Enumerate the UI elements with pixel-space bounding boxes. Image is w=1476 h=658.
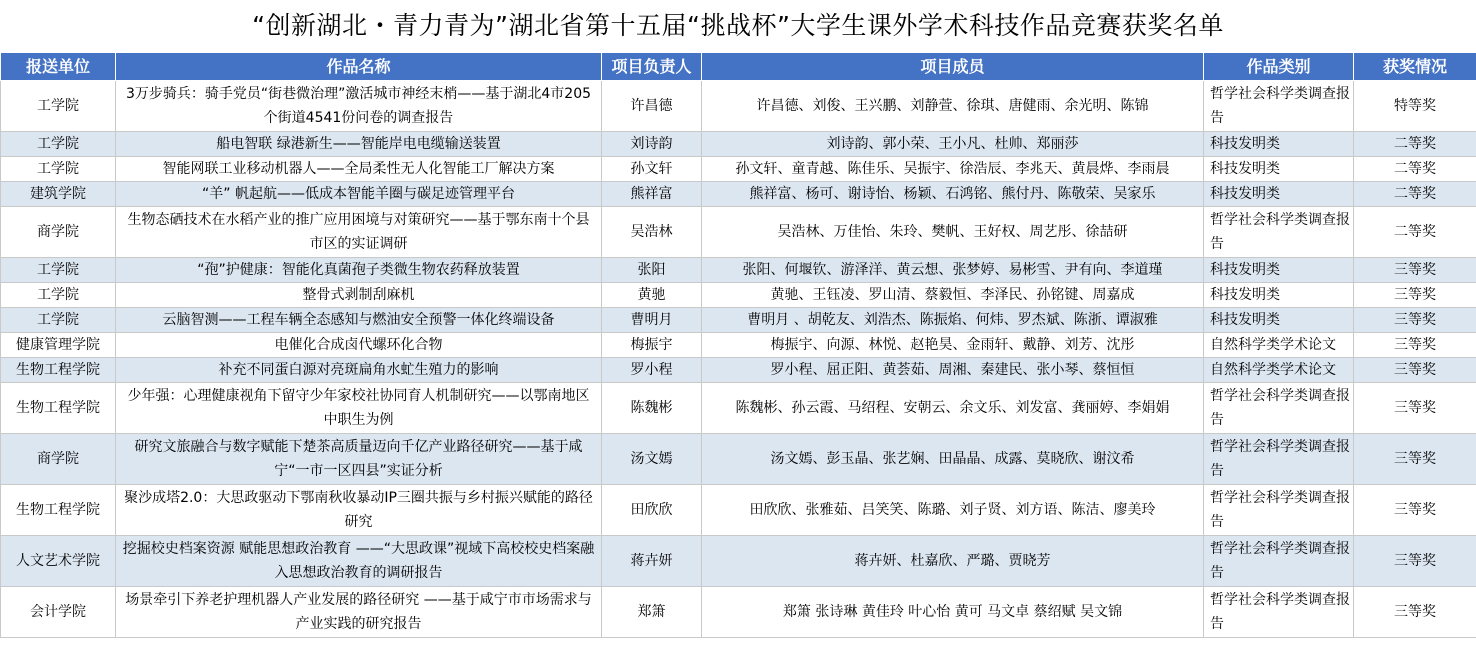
cell-unit: 会计学院 (1, 587, 116, 638)
table-row (1, 383, 1476, 434)
cell-award: 三等奖 (1354, 258, 1476, 283)
cell-members: 许昌德、刘俊、王兴鹏、刘静萱、徐琪、唐健雨、余光明、陈锦 (702, 81, 1204, 132)
cell-category: 哲学社会科学类调查报告 (1204, 536, 1354, 587)
cell-category: 科技发明类 (1204, 157, 1354, 182)
cell-leader: 黄驰 (602, 283, 702, 308)
cell-work: 智能网联工业移动机器人——全局柔性无人化智能工厂解决方案 (116, 157, 602, 182)
cell-work: 生物态硒技术在水稻产业的推广应用困境与对策研究——基于鄂东南十个县市区的实证调研 (116, 207, 602, 258)
cell-members: 郑箫 张诗琳 黄佳玲 叶心怡 黄可 马文卓 蔡绍赋 吴文锦 (702, 587, 1204, 638)
cell-unit: 商学院 (1, 434, 116, 485)
cell-members: 张阳、何堰钦、游泽洋、黄云想、张梦婷、易彬雪、尹有向、李道瑾 (702, 258, 1204, 283)
cell-category: 哲学社会科学类调查报告 (1204, 587, 1354, 638)
cell-unit: 生物工程学院 (1, 383, 116, 434)
cell-leader: 刘诗韵 (602, 132, 702, 157)
cell-leader: 许昌德 (602, 81, 702, 132)
cell-award: 特等奖 (1354, 81, 1476, 132)
cell-category: 哲学社会科学类调查报告 (1204, 434, 1354, 485)
cell-category: 科技发明类 (1204, 132, 1354, 157)
cell-award: 三等奖 (1354, 308, 1476, 333)
cell-category: 哲学社会科学类调查报告 (1204, 383, 1354, 434)
cell-unit: 工学院 (1, 81, 116, 132)
cell-leader: 吴浩林 (602, 207, 702, 258)
cell-members: 田欣欣、张雅茹、吕笑笑、陈璐、刘子贤、刘方语、陈洁、廖美玲 (702, 485, 1204, 536)
cell-unit: 工学院 (1, 308, 116, 333)
award-table (0, 52, 1476, 638)
cell-leader: 郑箫 (602, 587, 702, 638)
cell-category: 科技发明类 (1204, 258, 1354, 283)
table-row (1, 333, 1476, 358)
cell-unit: 健康管理学院 (1, 333, 116, 358)
cell-unit: 工学院 (1, 258, 116, 283)
cell-category: 哲学社会科学类调查报告 (1204, 81, 1354, 132)
cell-members: 梅振宇、向源、林悦、赵艳昊、金雨轩、戴静、刘芳、沈彤 (702, 333, 1204, 358)
cell-leader: 罗小程 (602, 358, 702, 383)
cell-work: 整骨式剥制刮麻机 (116, 283, 602, 308)
table-row (1, 485, 1476, 536)
cell-award: 三等奖 (1354, 485, 1476, 536)
cell-unit: 生物工程学院 (1, 485, 116, 536)
cell-work: 船电智联 绿港新生——智能岸电电缆输送装置 (116, 132, 602, 157)
cell-work: 少年强：心理健康视角下留守少年家校社协同育人机制研究——以鄂南地区中职生为例 (116, 383, 602, 434)
header-work: 作品名称 (116, 53, 602, 81)
cell-members: 吴浩林、万佳怡、朱玲、樊帆、王好权、周艺彤、徐喆研 (702, 207, 1204, 258)
cell-members: 蒋卉妍、杜嘉欣、严璐、贾晓芳 (702, 536, 1204, 587)
cell-unit: 工学院 (1, 157, 116, 182)
table-row (1, 182, 1476, 207)
cell-award: 三等奖 (1354, 383, 1476, 434)
cell-unit: 商学院 (1, 207, 116, 258)
cell-work: 云脑智测——工程车辆全态感知与燃油安全预警一体化终端设备 (116, 308, 602, 333)
cell-award: 三等奖 (1354, 283, 1476, 308)
header-unit: 报送单位 (1, 53, 116, 81)
header-category: 作品类别 (1204, 53, 1354, 81)
cell-award: 二等奖 (1354, 132, 1476, 157)
table-row (1, 157, 1476, 182)
cell-unit: 工学院 (1, 132, 116, 157)
cell-work: 研究文旅融合与数字赋能下楚茶高质量迈向千亿产业路径研究——基于咸宁“一市一区四县”实证分析 (116, 434, 602, 485)
cell-leader: 汤文嫣 (602, 434, 702, 485)
table-row (1, 258, 1476, 283)
cell-work: 电催化合成卤代螺环化合物 (116, 333, 602, 358)
cell-award: 三等奖 (1354, 333, 1476, 358)
cell-leader: 田欣欣 (602, 485, 702, 536)
cell-members: 汤文嫣、彭玉晶、张艺娴、田晶晶、成露、莫晓欣、谢汶希 (702, 434, 1204, 485)
cell-members: 孙文轩、童青越、陈佳乐、吴振宇、徐浩辰、李兆天、黄晨烨、李雨晨 (702, 157, 1204, 182)
cell-award: 三等奖 (1354, 358, 1476, 383)
cell-leader: 孙文轩 (602, 157, 702, 182)
cell-leader: 蒋卉妍 (602, 536, 702, 587)
cell-members: 曹明月 、胡乾友、刘浩杰、陈振焰、何炜、罗杰斌、陈浙、谭淑雅 (702, 308, 1204, 333)
cell-leader: 熊祥富 (602, 182, 702, 207)
cell-members: 黄驰、王钰凌、罗山清、蔡毅恒、李泽民、孙铭键、周嘉成 (702, 283, 1204, 308)
table-row (1, 283, 1476, 308)
header-award: 获奖情况 (1354, 53, 1476, 81)
cell-work: 补充不同蛋白源对亮斑扁角水虻生殖力的影响 (116, 358, 602, 383)
page-title: “创新湖北・青力青为”湖北省第十五届“挑战杯”大学生课外学术科技作品竞赛获奖名单 (252, 11, 1224, 40)
table-row (1, 587, 1476, 638)
cell-members: 陈魏彬、孙云霞、马绍程、安朝云、余文乐、刘发富、龚丽婷、李娟娟 (702, 383, 1204, 434)
cell-award: 三等奖 (1354, 434, 1476, 485)
cell-award: 三等奖 (1354, 536, 1476, 587)
cell-award: 三等奖 (1354, 587, 1476, 638)
cell-award: 二等奖 (1354, 182, 1476, 207)
table-row (1, 132, 1476, 157)
cell-award: 二等奖 (1354, 207, 1476, 258)
cell-members: 罗小程、屈正阳、黄荟茹、周湘、秦建民、张小琴、蔡恒恒 (702, 358, 1204, 383)
cell-work: 聚沙成塔2.0：大思政驱动下鄂南秋收暴动IP三圈共振与乡村振兴赋能的路径研究 (116, 485, 602, 536)
cell-category: 哲学社会科学类调查报告 (1204, 485, 1354, 536)
cell-category: 科技发明类 (1204, 283, 1354, 308)
cell-members: 熊祥富、杨可、谢诗怡、杨颖、石鸿铭、熊付丹、陈敬荣、吴家乐 (702, 182, 1204, 207)
cell-unit: 建筑学院 (1, 182, 116, 207)
cell-category: 自然科学类学术论文 (1204, 333, 1354, 358)
cell-category: 哲学社会科学类调查报告 (1204, 207, 1354, 258)
cell-category: 自然科学类学术论文 (1204, 358, 1354, 383)
cell-award: 二等奖 (1354, 157, 1476, 182)
cell-category: 科技发明类 (1204, 308, 1354, 333)
cell-unit: 工学院 (1, 283, 116, 308)
table-header-row (1, 53, 1476, 81)
cell-category: 科技发明类 (1204, 182, 1354, 207)
cell-members: 刘诗韵、郭小荣、王小凡、杜帅、郑丽莎 (702, 132, 1204, 157)
cell-work: 挖掘校史档案资源 赋能思想政治教育 ——“大思政课”视域下高校校史档案融入思想政治教育的调研报告 (116, 536, 602, 587)
header-leader: 项目负责人 (602, 53, 702, 81)
cell-unit: 人文艺术学院 (1, 536, 116, 587)
cell-leader: 梅振宇 (602, 333, 702, 358)
cell-work: “羊” 帆起航——低成本智能羊圈与碳足迹管理平台 (116, 182, 602, 207)
table-row (1, 358, 1476, 383)
table-row (1, 434, 1476, 485)
cell-work: 场景牵引下养老护理机器人产业发展的路径研究 ——基于咸宁市市场需求与产业实践的研究报告 (116, 587, 602, 638)
cell-leader: 曹明月 (602, 308, 702, 333)
table-row (1, 536, 1476, 587)
cell-leader: 张阳 (602, 258, 702, 283)
table-row (1, 308, 1476, 333)
cell-work: 3万步骑兵：骑手党员“街巷微治理”激活城市神经末梢——基于湖北4市205个街道4541份问卷的调查报告 (116, 81, 602, 132)
table-row (1, 81, 1476, 132)
cell-work: “孢”护健康：智能化真菌孢子类微生物农药释放装置 (116, 258, 602, 283)
header-members: 项目成员 (702, 53, 1204, 81)
cell-leader: 陈魏彬 (602, 383, 702, 434)
cell-unit: 生物工程学院 (1, 358, 116, 383)
table-row (1, 207, 1476, 258)
